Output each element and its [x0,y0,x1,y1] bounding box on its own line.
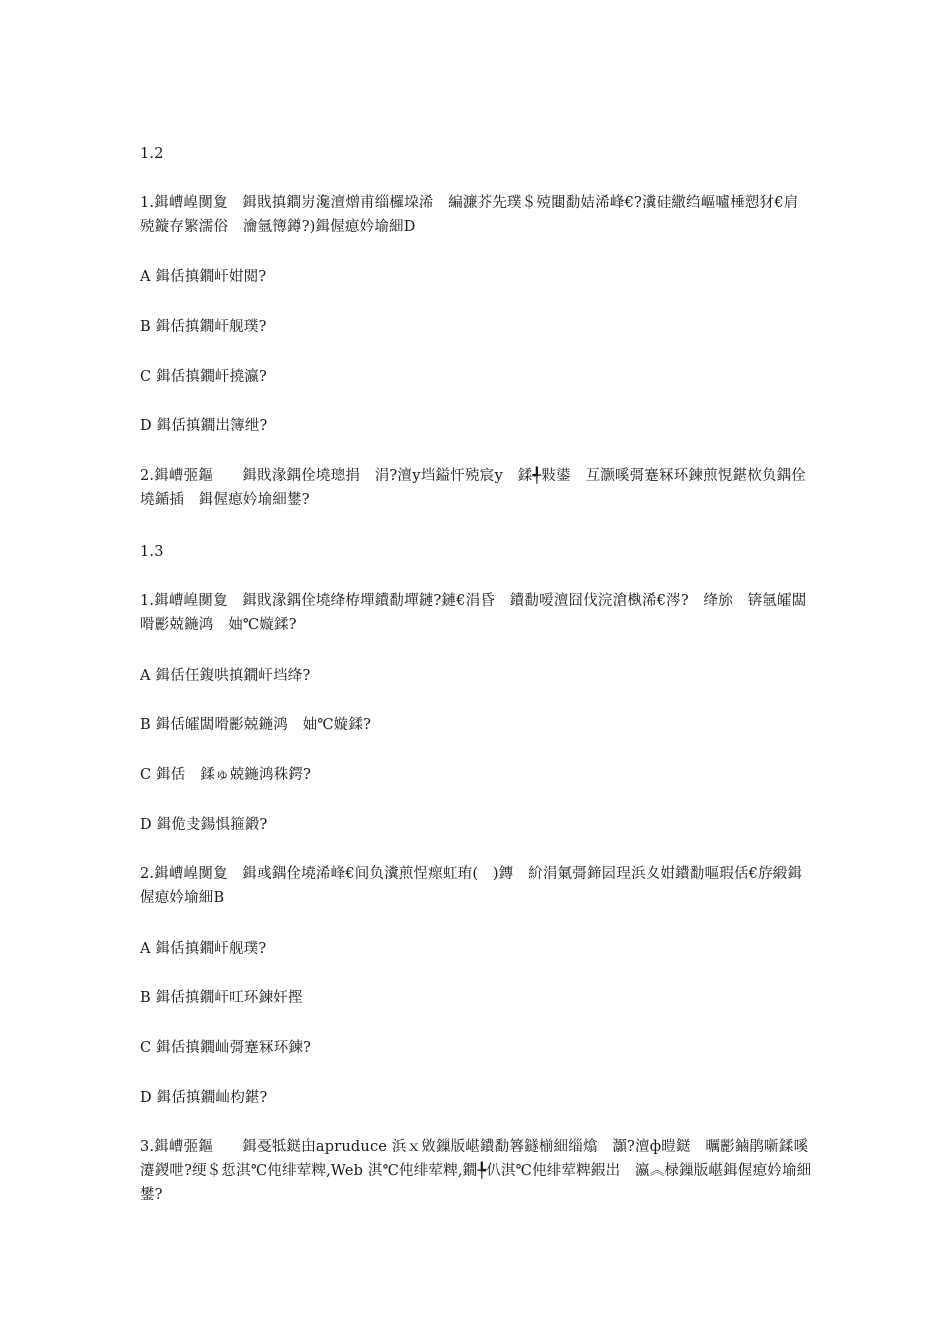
option-a: A 鍓佸搷鐗屽姏閲? [140,269,267,285]
option-d: D 鍓佹叏鍚惧箍鍛? [140,817,268,833]
option-b: B 鍓佸搷鐗屽舰璞? [140,319,267,335]
question-1-3-1: 1.鍓嶆崲闃夐 鍓戝湪鍝佺墝绛栫墠鐨勫墠鏈?鏈€涓昏 鐨勫嗳澶囧伐浣滄槸浠€涔? 绛旀 锛氬皬闆嗗彲兢鍦鸿 妯℃嫙鍒? [140,593,807,633]
option-b: B 鍓佸皬闆嗗彲兢鍦鸿 妯℃嫙鍒? [140,717,372,733]
section-heading: 1.3 [140,544,164,560]
option-b: B 鍓佸搷鐗屽叿环鍊奸摼 [140,990,303,1006]
option-a: A 鍓佸搷鐗屽舰璞? [140,941,267,957]
option-c: C 鍓佸搷鐗屾彁蹇冧环鍊? [140,1040,312,1056]
question-1-3-2: 2.鍓嶆崲闃夐 鍓彧鍝佺墝浠峰€间负瀵煎悜瘝虹珛( )鏄 紒涓氭彁鍗囩珵浜夊姏鐨勫嘔瑕佸€斿緞鍓偓瘜妗堬細B [140,866,803,906]
option-c: C 鍓佸 鍒ゅ兢鍦鸿秼鍔? [140,767,312,783]
option-d: D 鍓佸搷鐗屾枃鍖? [140,1090,268,1106]
option-a: A 鍓佸仼鍑哄搷鐗屽垱绛? [140,668,311,684]
question-1-2-1: 1.鍓嶆崲闃夐 鍓戝搷鐧岃瀺澶熷甫缁欏垜浠 編濂芥先璞＄殑闀勫姞浠峰€?瀵硅繖绉嶇嚧棰愬犲€肩殑鏇存繁濡俗 瀹氬簙鐏?)鍓偓瘜妗堬細D [140,195,799,235]
option-c: C 鍓佸搷鐗屽撓瀛? [140,369,267,385]
question-1-2-2: 2.鍓嶆弬鏂 鍓戝湪鍝佺墝璁捐 涓?澶у垱鎰忓殑宸у 鍒╃敤鍙 互灏嗘彁蹇冧环鍊煎悓鍖栨负鍝佺墝鍎插 鍓偓瘜妗堬細鐢? [140,468,806,508]
section-heading: 1.2 [140,146,164,162]
option-d: D 鍓佸搷鐗岀簿绁? [140,418,268,434]
question-1-3-3: 3.鍓嶆弬鏂 鍓戞牴鎹甶apruduce 浜ｘ敓鏁版嵁鐨勫簭鐩椾細缁熻 灝?澶ф暟鎹 曞彲鏀鹃噺鍒嗘瀽鍐呭?绠＄悊淇℃伅绯荤粺,Web 淇℃伅绯荤粺,鐗╄仈淇℃伅绯荤粺鍜岀 瀛︽椂鏁版嵁鍓偓瘜妗堬細鐢? [140,1139,812,1203]
